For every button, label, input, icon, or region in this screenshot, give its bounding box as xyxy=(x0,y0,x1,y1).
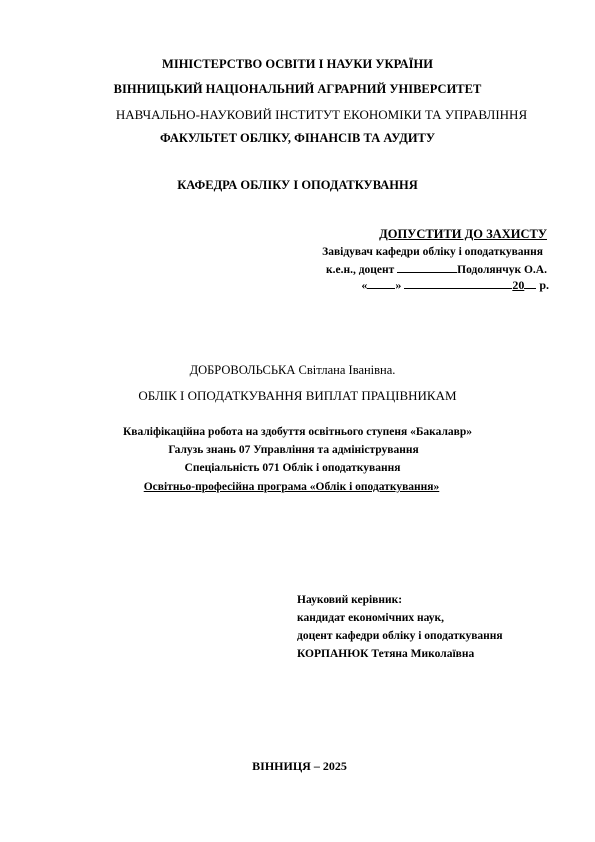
year-suffix: р. xyxy=(539,278,549,292)
author-given: Світлана Іванівна. xyxy=(298,363,396,377)
quote-open: « xyxy=(361,278,368,292)
program-line: Освітньо-професійна програма «Облік і оподаткування» xyxy=(143,481,440,493)
month-blank xyxy=(404,277,512,289)
field-line: Галузь знань 07 Управління та адміністрування xyxy=(168,444,419,456)
thesis-title: ОБЛІК І ОПОДАТКУВАННЯ ВИПЛАТ ПРАЦІВНИКАМ xyxy=(138,388,457,403)
author-surname: ДОБРОВОЛЬСЬКА xyxy=(189,363,296,377)
ministry-heading: МІНІСТЕРСТВО ОСВІТИ І НАУКИ УКРАЇНИ xyxy=(162,57,433,71)
approval-name: Подолянчук О.А. xyxy=(457,264,547,276)
university-heading: ВІННИЦЬКИЙ НАЦІОНАЛЬНИЙ АГРАРНИЙ УНІВЕРСИТЕТ xyxy=(113,82,482,96)
signature-blank xyxy=(397,261,457,273)
author-line xyxy=(0,363,590,378)
specialty-line: Спеціальність 071 Облік і оподаткування xyxy=(184,462,401,474)
department-heading: КАФЕДРА ОБЛІКУ І ОПОДАТКУВАННЯ xyxy=(177,178,418,192)
day-blank xyxy=(367,277,395,289)
year-prefix: 20 xyxy=(512,278,525,292)
quote-close: » xyxy=(395,278,402,292)
approval-date-line xyxy=(361,277,549,293)
qualification-line: Кваліфікаційна робота на здобуття освітнього ступеня «Бакалавр» xyxy=(122,426,473,438)
supervisor-degree: кандидат економічних наук, xyxy=(297,612,444,624)
approval-head: Завідувач кафедри обліку і оподаткування xyxy=(322,246,543,258)
approval-degree: к.е.н., доцент xyxy=(325,264,395,276)
faculty-heading: ФАКУЛЬТЕТ ОБЛІКУ, ФІНАНСІВ ТА АУДИТУ xyxy=(159,131,436,145)
supervisor-name: КОРПАНЮК Тетяна Миколаївна xyxy=(297,648,475,660)
institute-heading: НАВЧАЛЬНО-НАУКОВИЙ ІНСТИТУТ ЕКОНОМІКИ ТА УПРАВЛІННЯ xyxy=(115,107,528,122)
year-blank xyxy=(524,277,536,289)
city-year: ВІННИЦЯ – 2025 xyxy=(252,759,347,773)
supervisor-position: доцент кафедри обліку і оподаткування xyxy=(297,630,503,642)
approval-title: ДОПУСТИТИ ДО ЗАХИСТУ xyxy=(379,227,547,241)
approval-signature-line xyxy=(326,261,547,278)
supervisor-label: Науковий керівник: xyxy=(297,594,403,606)
